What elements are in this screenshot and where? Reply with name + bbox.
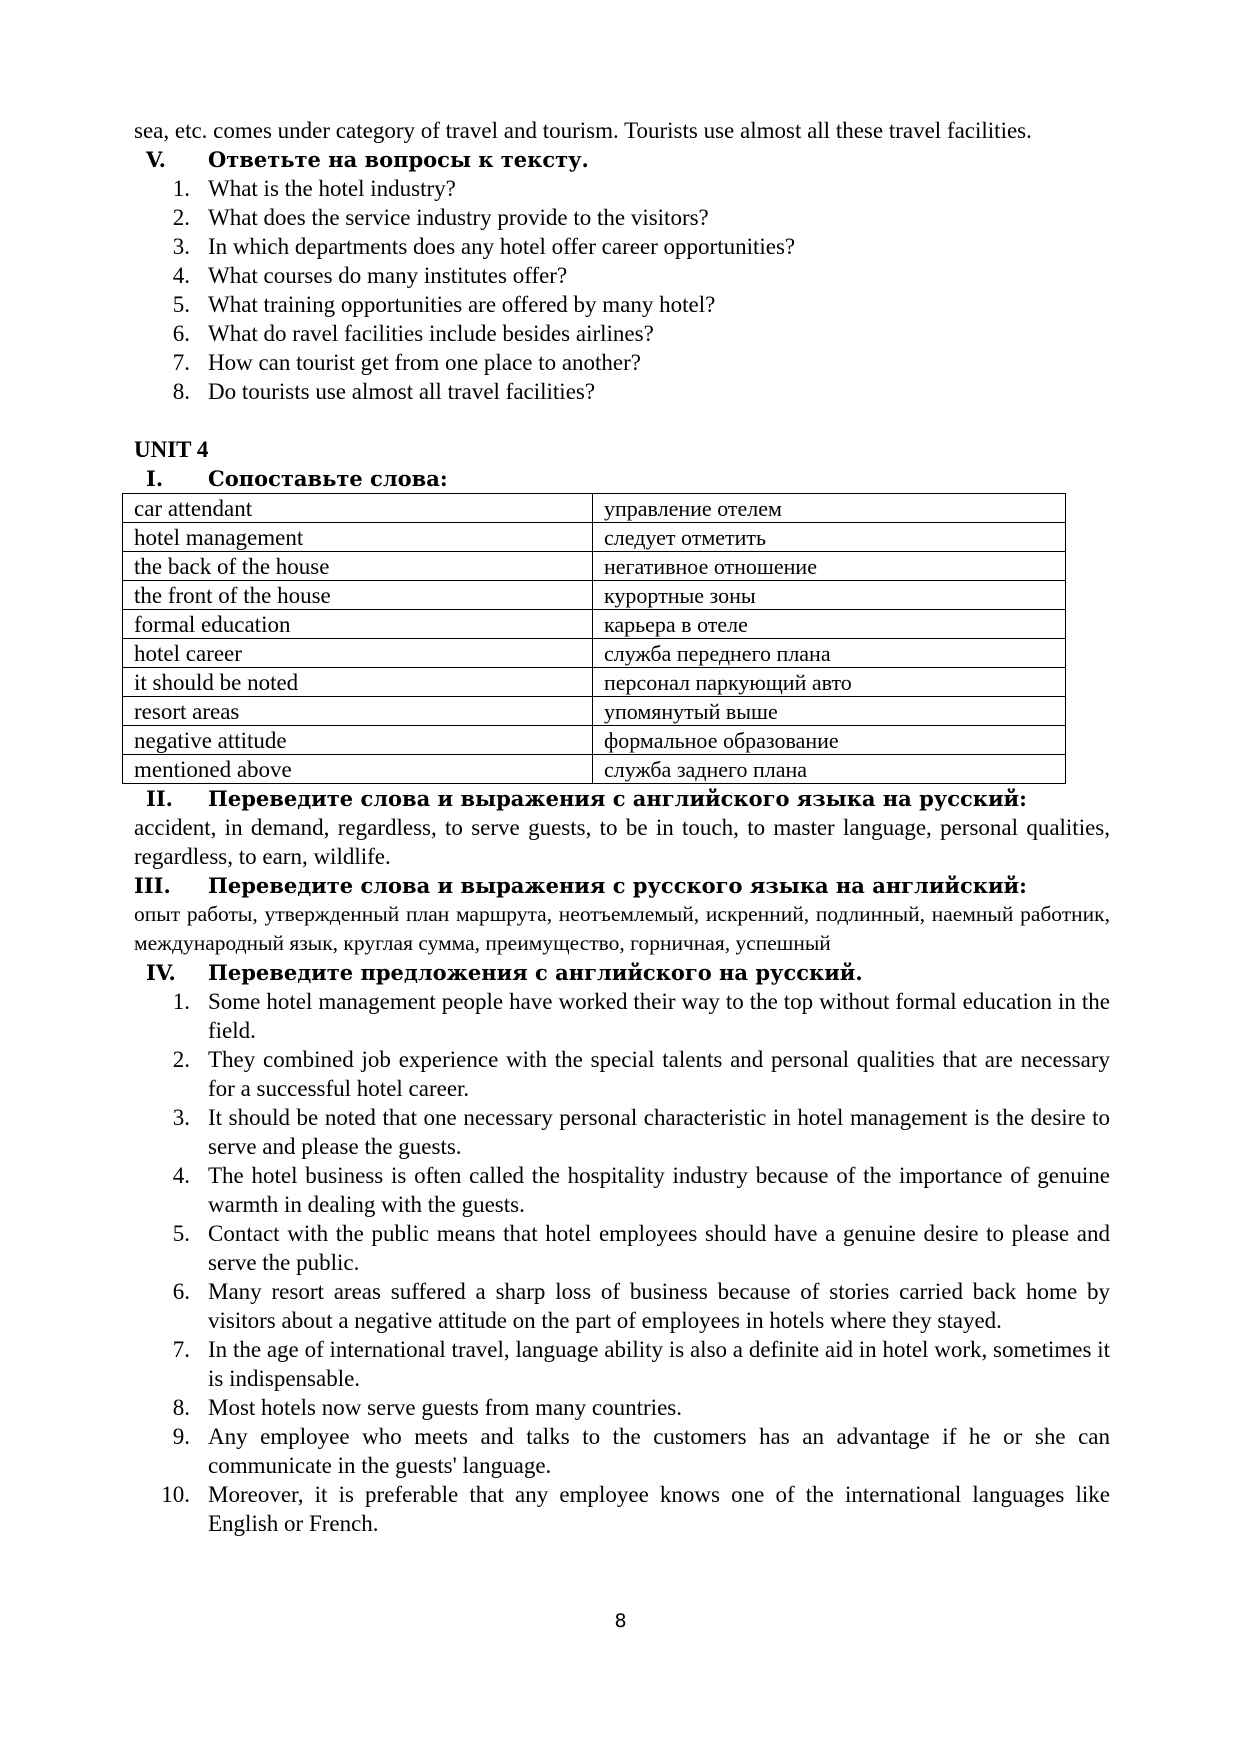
english-cell: negative attitude xyxy=(123,726,593,755)
item-number: 1. xyxy=(172,989,190,1014)
list-item xyxy=(134,1422,1110,1480)
list-item xyxy=(134,290,1110,319)
item-number: 2. xyxy=(172,205,190,230)
section-iv-heading xyxy=(134,958,1110,987)
english-cell: the back of the house xyxy=(123,552,593,581)
russian-cell: упомянутый выше xyxy=(593,697,1066,726)
table-row xyxy=(123,494,1066,523)
section-ii-number: II. xyxy=(146,786,173,811)
item-text: Most hotels now serve guests from many countries. xyxy=(208,1395,682,1420)
intro-paragraph: sea, etc. comes under category of travel and tourism. Tourists use almost all these travel facilities. xyxy=(134,118,1032,143)
table-row xyxy=(123,697,1066,726)
list-item xyxy=(134,1335,1110,1393)
item-text: What courses do many institutes offer? xyxy=(208,263,568,288)
document-page xyxy=(134,116,1110,1538)
list-item xyxy=(134,377,1110,406)
item-number: 7. xyxy=(172,350,190,375)
russian-cell: курортные зоны xyxy=(593,581,1066,610)
section-ii-title: Переведите слова и выражения с английского языка на русский: xyxy=(208,786,1027,811)
item-text: In the age of international travel, language ability is also a definite aid in hotel work, sometimes it is indispensable. xyxy=(208,1337,1110,1391)
item-text: Some hotel management people have worked their way to the top without formal education in the field. xyxy=(208,989,1110,1043)
item-text: Many resort areas suffered a sharp loss of business because of stories carried back home by visitors about a negative attitude on the part of employees in hotels where they stayed. xyxy=(208,1279,1110,1333)
item-text: Do tourists use almost all travel facilities? xyxy=(208,379,596,404)
unit-title: UNIT 4 xyxy=(134,437,209,462)
section-iii-title: Переведите слова и выражения с русского языка на английский: xyxy=(208,873,1027,898)
item-text: What does the service industry provide to the visitors? xyxy=(208,205,709,230)
item-text: How can tourist get from one place to another? xyxy=(208,350,642,375)
english-cell: mentioned above xyxy=(123,755,593,784)
english-cell: it should be noted xyxy=(123,668,593,697)
list-item xyxy=(134,1103,1110,1161)
item-number: 7. xyxy=(172,1337,190,1362)
list-item xyxy=(134,1480,1110,1538)
section-iv-title: Переведите предложения с английского на русский. xyxy=(208,960,863,985)
item-text: What is the hotel industry? xyxy=(208,176,456,201)
russian-cell: карьера в отеле xyxy=(593,610,1066,639)
section-i-title: Сопоставьте слова: xyxy=(208,466,448,491)
list-item xyxy=(134,232,1110,261)
list-item xyxy=(134,987,1110,1045)
table-row xyxy=(123,552,1066,581)
list-item xyxy=(134,1045,1110,1103)
item-text: Moreover, it is preferable that any employee knows one of the international languages like English or French. xyxy=(208,1482,1110,1536)
russian-cell: управление отелем xyxy=(593,494,1066,523)
english-cell: the front of the house xyxy=(123,581,593,610)
item-number: 1. xyxy=(172,176,190,201)
list-item xyxy=(134,203,1110,232)
page-number: 8 xyxy=(614,1610,627,1632)
item-number: 8. xyxy=(172,379,190,404)
item-number: 2. xyxy=(172,1047,190,1072)
russian-cell: служба заднего плана xyxy=(593,755,1066,784)
section-v-questions xyxy=(134,174,1110,406)
item-number: 6. xyxy=(172,321,190,346)
item-number: 3. xyxy=(172,1105,190,1130)
item-text: It should be noted that one necessary personal characteristic in hotel management is the desire to serve and please the guests. xyxy=(208,1105,1110,1159)
item-number: 5. xyxy=(172,292,190,317)
list-item xyxy=(134,174,1110,203)
section-iii-text: опыт работы, утвержденный план маршрута, неотъемлемый, искренний, подлинный, наемный работник, международный язык, круглая сумма, преимущество, горничная, успешный xyxy=(134,902,1110,955)
section-iv-sentences xyxy=(134,987,1110,1538)
section-ii-heading xyxy=(134,784,1110,813)
item-text: They combined job experience with the special talents and personal qualities that are necessary for a successful hotel career. xyxy=(208,1047,1110,1101)
table-row xyxy=(123,639,1066,668)
item-text: What training opportunities are offered by many hotel? xyxy=(208,292,716,317)
english-cell: car attendant xyxy=(123,494,593,523)
section-v-number: V. xyxy=(146,147,166,172)
section-iii-heading xyxy=(134,871,1110,900)
item-text: Any employee who meets and talks to the customers has an advantage if he or she can communicate in the guests' language. xyxy=(208,1424,1110,1478)
item-number: 8. xyxy=(172,1395,190,1420)
russian-cell: персонал паркующий авто xyxy=(593,668,1066,697)
table-row xyxy=(123,523,1066,552)
item-number: 4. xyxy=(172,263,190,288)
russian-cell: негативное отношение xyxy=(593,552,1066,581)
item-number: 3. xyxy=(172,234,190,259)
item-number: 9. xyxy=(172,1424,190,1449)
english-cell: resort areas xyxy=(123,697,593,726)
section-i-number: I. xyxy=(146,466,164,491)
section-iii-number: III. xyxy=(134,873,171,898)
matching-table xyxy=(122,493,1066,784)
item-number: 4. xyxy=(172,1163,190,1188)
list-item xyxy=(134,319,1110,348)
russian-cell: формальное образование xyxy=(593,726,1066,755)
item-number: 5. xyxy=(172,1221,190,1246)
section-i-heading xyxy=(134,464,1110,493)
list-item xyxy=(134,1219,1110,1277)
item-text: The hotel business is often called the hospitality industry because of the importance of genuine warmth in dealing with the guests. xyxy=(208,1163,1110,1217)
table-row xyxy=(123,755,1066,784)
item-text: Contact with the public means that hotel employees should have a genuine desire to please and serve the public. xyxy=(208,1221,1110,1275)
english-cell: hotel career xyxy=(123,639,593,668)
russian-cell: служба переднего плана xyxy=(593,639,1066,668)
section-iv-number: IV. xyxy=(146,960,176,985)
section-v-heading xyxy=(134,145,1110,174)
list-item xyxy=(134,1161,1110,1219)
list-item xyxy=(134,1277,1110,1335)
item-number: 10. xyxy=(161,1482,190,1507)
english-cell: hotel management xyxy=(123,523,593,552)
list-item xyxy=(134,348,1110,377)
section-ii-text: accident, in demand, regardless, to serve guests, to be in touch, to master language, personal qualities, regardless, to earn, wildlife. xyxy=(134,815,1110,869)
russian-cell: следует отметить xyxy=(593,523,1066,552)
list-item xyxy=(134,261,1110,290)
table-row xyxy=(123,610,1066,639)
list-item xyxy=(134,1393,1110,1422)
section-v-title: Ответьте на вопросы к тексту. xyxy=(208,147,589,172)
item-number: 6. xyxy=(172,1279,190,1304)
table-row xyxy=(123,726,1066,755)
english-cell: formal education xyxy=(123,610,593,639)
item-text: In which departments does any hotel offer career opportunities? xyxy=(208,234,796,259)
item-text: What do ravel facilities include besides airlines? xyxy=(208,321,654,346)
table-row xyxy=(123,668,1066,697)
table-row xyxy=(123,581,1066,610)
